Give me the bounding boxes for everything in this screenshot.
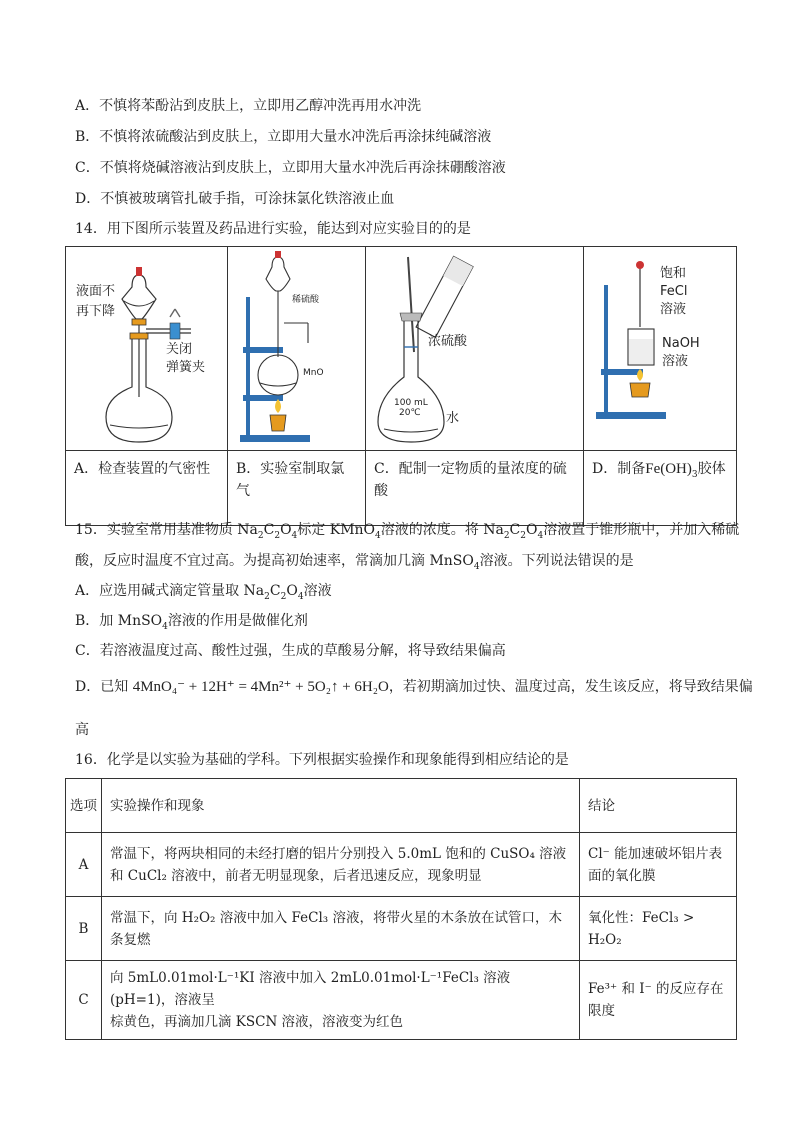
q14-figure-table — [65, 246, 737, 526]
q15-stem-1c: O — [280, 522, 292, 538]
table-row — [66, 961, 737, 1040]
q15-option-d-tail: 高 — [75, 722, 89, 738]
q14-figure-c — [366, 247, 584, 451]
q16-row-a-concl-line-2: 面的氧化膜 — [588, 867, 656, 884]
fig-d-label-3: 溶液 — [660, 302, 687, 317]
q16-row-a-op-line-2: 和 CuCl₂ 溶液中，前者无明显现象，后者迅速反应，现象明显 — [110, 867, 482, 884]
q16-row-c-option: C — [66, 961, 102, 1040]
q15-option-c: C．若溶液温度过高、酸性过强，生成的草酸易分解，将导致结果偏高 — [75, 643, 506, 659]
fig-b-label-1: 稀硫酸 — [292, 295, 320, 305]
q16-row-b-option: B — [66, 897, 102, 961]
colloid-preparation-icon — [584, 247, 737, 450]
q14-caption-a: A．检查装置的气密性 — [66, 451, 228, 526]
q15-stem-2b: 溶液。下列说法错误的是 — [479, 553, 634, 569]
fig-a-label-1: 液面不 — [76, 284, 116, 299]
q15-option-a: A．应选用碱式滴定管量取 $Na_2C_2O_4$溶液 — [75, 583, 332, 602]
q16-row-a-concl-line-1: Cl⁻ 能加速破坏铝片表 — [588, 845, 723, 862]
q14-stem: 14．用下图所示装置及药品进行实验，能达到对应实验目的的是 — [75, 221, 471, 237]
q16-header-operation: 实验操作和现象 — [102, 779, 580, 833]
q15-stem-line-2: 酸，反应时温度不宜过高。为提高初始速率，常滴加几滴 MnSO$_4$溶液。下列说法错误的是 — [75, 553, 634, 572]
q16-row-c-op-line-2: 棕黄色，再滴加几滴 KSCN 溶液，溶液变为红色 — [110, 1014, 404, 1030]
fig-a-label-2: 再下降 — [76, 304, 116, 319]
q15-d-post: ，若初期滴加过快、温度过高，发生该反应，将导致结果偏 — [388, 679, 753, 695]
q13-option-d: D．不慎被玻璃管扎破手指，可涂抹氯化铁溶液止血 — [75, 191, 395, 207]
q15-stem-1d: 标定 KMnO — [297, 522, 376, 538]
q14-caption-c: C．配制一定物质的量浓度的硫酸 — [366, 451, 584, 526]
q16-table — [65, 778, 737, 1040]
q14-figure-d — [584, 247, 737, 451]
q16-row-b-op-line-2: 条复燃 — [110, 931, 151, 948]
q14-figure-b — [228, 247, 366, 451]
table-row — [66, 897, 737, 961]
fig-c-flask-volume: 100 mL — [394, 398, 428, 408]
q15-stem-2a: 酸，反应时温度不宜过高。为提高初始速率，常滴加几滴 MnSO — [75, 553, 474, 569]
q15-b-pre: B．加 MnSO — [75, 613, 163, 629]
fig-c-label-2: 水 — [446, 411, 460, 426]
q15-option-d — [75, 677, 753, 697]
q16-row-c-op-line-1: 向 5mL0.01mol·L⁻¹KI 溶液中加入 2mL0.01mol·L⁻¹FeCl₃ 溶液(pH=1)，溶液呈 — [110, 970, 511, 1008]
q13-option-a: A．不慎将苯酚沾到皮肤上，立即用乙醇冲洗再用水冲洗 — [75, 98, 422, 114]
q15-d-pre: D．已知 — [75, 679, 129, 695]
q14-figure-a — [66, 247, 228, 451]
fig-d-label-4: NaOH — [662, 336, 700, 351]
q15-stem-1b: C — [263, 522, 275, 538]
fig-d-label-2: FeCl — [660, 284, 688, 299]
q14-caption-b: B．实验室制取氯气 — [228, 451, 366, 526]
q15-stem-1a: 15．实验室常用基准物质 Na — [75, 522, 258, 538]
fig-d-label-5: 溶液 — [662, 354, 689, 369]
q16-row-b-conclusion — [580, 897, 737, 961]
caption-d-pre: D．制备 — [592, 461, 646, 477]
q13-option-b: B．不慎将浓硫酸沾到皮肤上，立即用大量水冲洗后再涂抹纯碱溶液 — [75, 129, 492, 145]
fig-b-label-2: MnO — [303, 368, 324, 378]
q16-row-c-concl-line-1: Fe³⁺ 和 I⁻ 的反应存在 — [588, 981, 724, 997]
fig-a-label-3: 关闭 — [166, 342, 193, 357]
q14-caption-d — [584, 451, 737, 526]
q16-header-conclusion: 结论 — [580, 779, 737, 833]
fe-oh-3-formula: Fe(OH) — [645, 461, 692, 477]
permanganate-equation: 4MnO₄⁻ + 12H⁺ = 4Mn²⁺ + 5O₂↑ + 6H₂O — [132, 679, 389, 695]
fig-c-flask-temp: 20℃ — [399, 408, 421, 418]
q16-stem: 16．化学是以实验为基础的学科。下列根据实验操作和现象能得到相应结论的是 — [75, 752, 569, 768]
q16-header-row — [66, 779, 737, 833]
q16-row-a-conclusion — [580, 833, 737, 897]
q15-stem-line-1: 15．实验室常用基准物质 $Na_2C_2O_4$标定 KMnO$_4$溶液的浓度。将 $Na_2C_2O_4$溶液置于锥形瓶中，并加入稀硫 — [75, 522, 740, 541]
q15-stem-1e: 溶液的浓度。将 Na — [380, 522, 504, 538]
q16-row-a-operation — [102, 833, 580, 897]
q15-b-post: 溶液的作用是做催化剂 — [167, 613, 308, 629]
fig-a-label-4: 弹簧夹 — [166, 360, 206, 375]
q16-row-c-operation — [102, 961, 580, 1040]
caption-d-post: 胶体 — [697, 461, 726, 477]
q15-a-post: 溶液 — [303, 583, 332, 599]
caption-d-sub: 3 — [691, 469, 698, 480]
chlorine-generator-icon — [228, 247, 366, 450]
q15-option-b: B．加 MnSO$_4$溶液的作用是做催化剂 — [75, 613, 308, 632]
q15-stem-1f: 溶液置于锥形瓶中，并加入稀硫 — [543, 522, 740, 538]
q13-option-c: C．不慎将烧碱溶液沾到皮肤上，立即用大量水冲洗后再涂抹硼酸溶液 — [75, 160, 506, 176]
q16-row-b-op-line-1: 常温下，向 H₂O₂ 溶液中加入 FeCl₃ 溶液，将带火星的木条放在试管口，木 — [110, 909, 563, 926]
table-row — [66, 833, 737, 897]
q16-row-c-conclusion — [580, 961, 737, 1040]
q16-row-b-concl-line-1: 氧化性：FeCl₃ > H₂O₂ — [588, 909, 695, 948]
volumetric-flask-icon — [366, 247, 584, 450]
q16-row-a-op-line-1: 常温下，将两块相同的未经打磨的铝片分别投入 5.0mL 饱和的 CuSO₄ 溶液 — [110, 845, 567, 862]
q16-row-c-concl-line-2: 限度 — [588, 1003, 615, 1019]
q15-a-pre: A．应选用碱式滴定管量取 Na — [75, 583, 265, 599]
airtightness-apparatus-icon — [66, 247, 228, 450]
fig-d-label-1: 饱和 — [660, 266, 687, 281]
q16-row-a-option: A — [66, 833, 102, 897]
q16-header-option: 选项 — [66, 779, 102, 833]
q16-row-b-operation — [102, 897, 580, 961]
fig-c-label-1: 浓硫酸 — [428, 334, 468, 349]
